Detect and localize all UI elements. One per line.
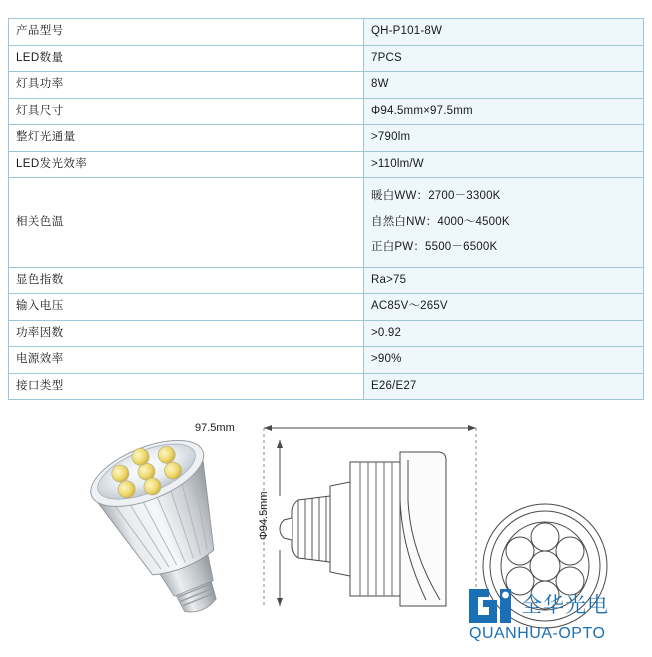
spec-label: 相关色温 (9, 178, 364, 268)
table-row (9, 320, 644, 347)
table-row (9, 19, 644, 46)
table-row (9, 72, 644, 99)
table-row (9, 178, 644, 268)
logo-name-cn: 全华光电 (521, 594, 609, 617)
spec-label: 接口类型 (9, 373, 364, 400)
logo-name-en: QUANHUA-OPTO (469, 625, 606, 642)
spec-label: 电源效率 (9, 347, 364, 374)
spec-value (364, 178, 644, 268)
spec-value: >790lm (364, 125, 644, 152)
quanhua-logo-mark-icon (467, 587, 513, 625)
spec-value: >90% (364, 347, 644, 374)
specification-table-body (9, 19, 644, 400)
dimension-diameter-label: Φ94.5mm (258, 491, 270, 540)
dimension-width-label: 97.5mm (195, 422, 235, 434)
spec-label: 显色指数 (9, 267, 364, 294)
table-row (9, 98, 644, 125)
spec-value: AC85V～265V (364, 294, 644, 321)
spec-label: LED数量 (9, 45, 364, 72)
spec-label: LED发光效率 (9, 151, 364, 178)
spec-value-line: 正白PW：5500－6500K (371, 241, 498, 254)
spec-label: 整灯光通量 (9, 125, 364, 152)
spec-value-line: 自然白NW：4000～4500K (371, 215, 510, 228)
company-logo (467, 587, 642, 649)
spec-value: Φ94.5mm×97.5mm (364, 98, 644, 125)
spec-value: 7PCS (364, 45, 644, 72)
spec-value: 8W (364, 72, 644, 99)
table-row (9, 151, 644, 178)
spec-value: >0.92 (364, 320, 644, 347)
spec-value: QH-P101-8W (364, 19, 644, 46)
table-row (9, 267, 644, 294)
table-row (9, 125, 644, 152)
spec-value-line: 暖白WW：2700－3300K (371, 190, 501, 203)
spec-label: 灯具功率 (9, 72, 364, 99)
spec-value: >110lm/W (364, 151, 644, 178)
table-row (9, 45, 644, 72)
specification-table (8, 18, 644, 400)
table-row (9, 294, 644, 321)
lamp-side-section-drawing (250, 400, 490, 630)
spec-label: 功率因数 (9, 320, 364, 347)
spec-value: Ra>75 (364, 267, 644, 294)
par-lamp-photo (45, 385, 275, 630)
spec-label: 产品型号 (9, 19, 364, 46)
spec-label: 灯具尺寸 (9, 98, 364, 125)
spec-label: 输入电压 (9, 294, 364, 321)
spec-value: E26/E27 (364, 373, 644, 400)
